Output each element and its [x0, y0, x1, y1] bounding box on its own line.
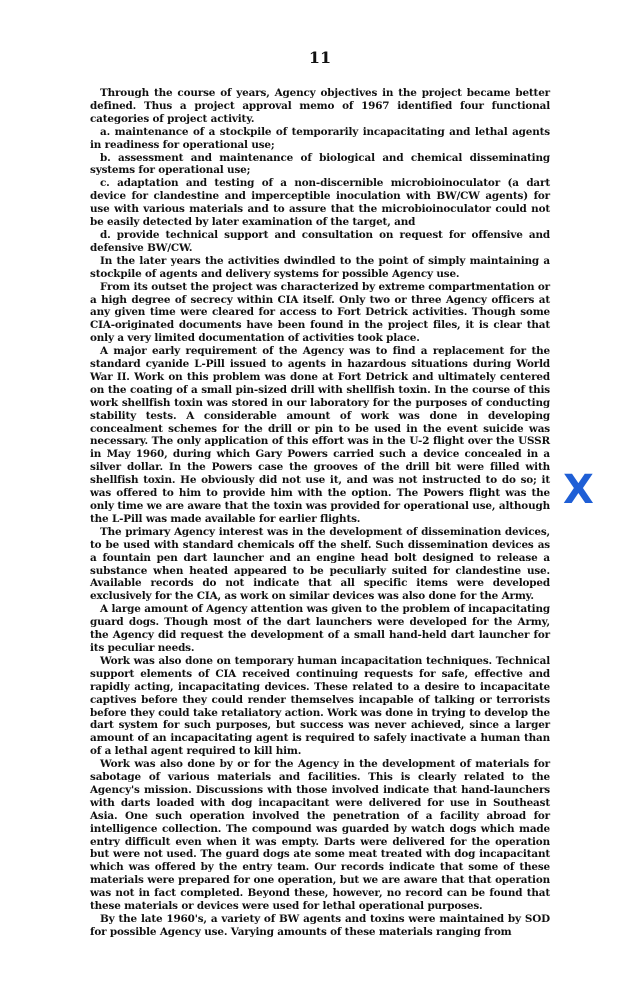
paragraph-compartmentation: From its outset the project was characterized by extreme compartmentation or a high degree of secrecy within CIA itself. Only two or three Agency officers at any given time were cleared for access to Fort Detrick activities. Though some CIA-originated documents have been found in the project files, it is clear that only a very limited documentation of activities took place. — [90, 280, 550, 345]
margin-x-mark: X — [563, 467, 594, 513]
paragraph-bw-agents: By the late 1960's, a variety of BW agents and toxins were maintained by SOD for possible Agency use. Varying amounts of these materials ranging from — [90, 913, 550, 938]
paragraph-l-pill: A major early requirement of the Agency was to find a replacement for the standard cyanide L-Pill issued to agents in hazardous situations during World War II. Work on this problem was done at Fort Detrick and ultimately centered on the coating of a small pin-sized drill with shellfish toxin. In the course of this work shellfish toxin was stored in our laboratory for the purposes of conducting stability tests. A considerable amount of work was done in developing concealment schemes for the drill or pin to be used in the event suicide was necessary. The only application of this effort was in the U-2 flight over the USSR in May 1960, during which Gary Powers carried such a device concealed in a silver dollar. In the Powers case the grooves of the drill bit were filled with shellfish toxin. He obviously did not use it, and was not instructed to do so; it was offered to him to provide him with the option. The Powers flight was the only time we are aware that the toxin was provided for operational use, although the L-Pill was made available for earlier flights. — [90, 345, 550, 525]
paragraph-dissemination-devices: The primary Agency interest was in the development of dissemination devices, to be used with standard chemicals off the shelf. Such dissemination devices as a fountain pen dart launcher and an engine head bolt designed to release a substance when heated appeared to be peculiarly suited for clandestine use. Available records do not indicate that all specific items were developed exclusively for the CIA, as work on similar devices was also done for the Army. — [90, 525, 550, 603]
paragraph-human-incapacitation: Work was also done on temporary human incapacitation techniques. Technical support elements of CIA received continuing requests for safe, effective and rapidly acting, incapacitating devices. These related to a desire to incapacitate captives before they could render themselves incapable of talking or terrorists before they could take retaliatory action. Work was done in trying to develop the dart system for such purposes, but success was never achieved, since a larger amount of an incapacitating agent is required to safely inactivate a human than of a lethal agent required to kill him. — [90, 654, 550, 758]
paragraph-guard-dogs: A large amount of Agency attention was given to the problem of incapacitating guard dogs. Though most of the dart launchers were developed for the Army, the Agency did request the development of a small hand-held dart launcher for its peculiar needs. — [90, 603, 550, 654]
paragraph-item-b: b. assessment and maintenance of biological and chemical disseminating systems for operational use; — [90, 151, 550, 177]
paragraph-item-a: a. maintenance of a stockpile of temporarily incapacitating and lethal agents in readiness for operational use; — [90, 125, 550, 151]
paragraph-item-c: c. adaptation and testing of a non-discernible microbioinoculator (a dart device for clandestine and imperceptible inoculation with BW/CW agents) for use with various materials and to assure that the microbioinoculator could not be easily detected by later examination of the target, and — [90, 177, 550, 229]
paragraph-later-years: In the later years the activities dwindled to the point of simply maintaining a stockpile of agents and delivery systems for possible Agency use. — [90, 254, 550, 280]
paragraph-intro: Through the course of years, Agency objectives in the project became better defined. Thus a project approval memo of 1967 identified four functional categories of project activity. — [90, 87, 550, 125]
paragraph-item-d: d. provide technical support and consultation on request for offensive and defensive BW/CW. — [90, 228, 550, 254]
body-text — [90, 87, 550, 939]
paragraph-sabotage: Work was also done by or for the Agency in the development of materials for sabotage of various materials and facilities. This is clearly related to the Agency's mission. Discussions with those involved indicate that hand-launchers with darts loaded with dog incapacitant were delivered for use in Southeast Asia. One such operation involved the penetration of a facility abroad for intelligence collection. The compound was guarded by watch dogs which made entry difficult even when it was empty. Darts were delivered for the operation but were not used. The guard dogs ate some meat treated with dog incapacitant which was offered by the entry team. Our records indicate that some of these materials were prepared for one operation, but we are aware that that operation was not in fact completed. Beyond these, however, no record can be found that these materials or devices were used for lethal operational purposes. — [90, 758, 550, 913]
page-number: 11 — [308, 48, 332, 67]
